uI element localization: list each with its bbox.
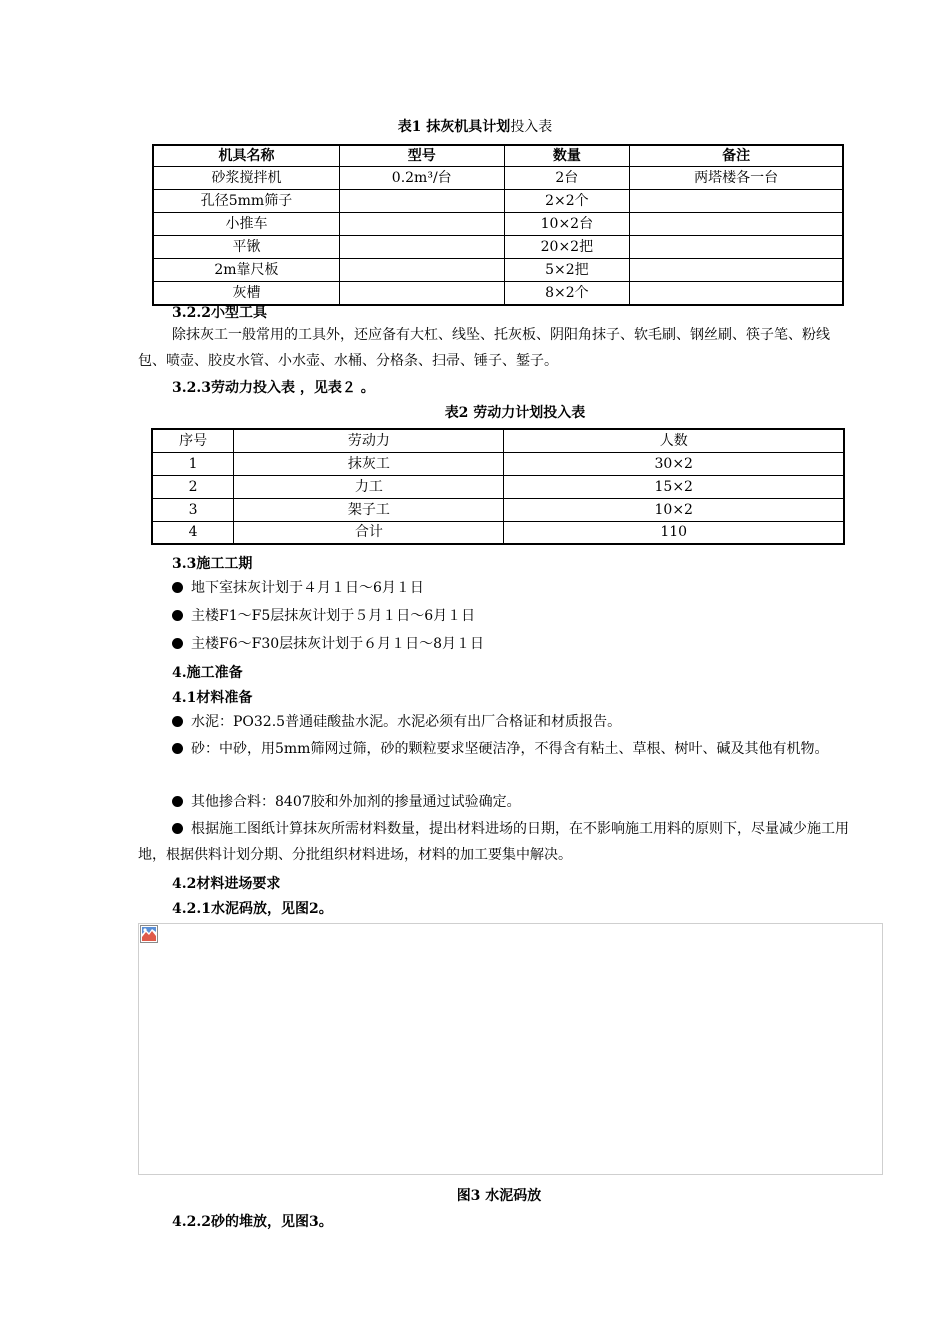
figure-image-placeholder	[138, 923, 883, 1175]
material-item	[138, 736, 850, 762]
table-header-cell: 型号	[339, 145, 504, 167]
table-cell: 2台	[504, 167, 630, 190]
table-row	[153, 167, 843, 190]
section-heading-33: 3.3施工工期	[172, 556, 253, 572]
section-heading-323: 3.2.3劳动力投入表 ，见表２ 。	[172, 380, 375, 396]
bullet-icon	[172, 638, 183, 649]
table-cell: 灰槽	[153, 282, 339, 305]
table-cell: 10×2台	[504, 213, 630, 236]
table-row	[153, 213, 843, 236]
table-header-cell: 人数	[504, 429, 844, 452]
table1-caption	[0, 116, 950, 136]
table-row	[152, 475, 844, 498]
table-header-cell: 数量	[504, 145, 630, 167]
schedule-item	[172, 603, 475, 629]
table-cell: 架子工	[234, 498, 504, 521]
table-row	[153, 190, 843, 213]
section-heading-322: 3.2.2小型工具	[172, 305, 267, 321]
table-cell: 3	[152, 498, 234, 521]
table-header-cell: 劳动力	[234, 429, 504, 452]
table-cell: 15×2	[504, 475, 844, 498]
labor-table	[151, 428, 845, 545]
table-cell: 平锹	[153, 236, 339, 259]
material-item-text: 根据施工图纸计算抹灰所需材料数量，提出材料进场的日期，在不影响施工用料的原则下，尽量减少施工用地，根据供料计划分期、分批组织材料进场，材料的加工要集中解决。	[138, 821, 849, 863]
table-header-cell: 序号	[152, 429, 234, 452]
table-cell: 2m靠尺板	[153, 259, 339, 282]
table-row	[152, 452, 844, 475]
table-cell	[339, 213, 504, 236]
table2-caption: 表2 劳动力计划投入表	[444, 405, 586, 421]
material-item	[138, 816, 850, 868]
table-row	[152, 498, 844, 521]
schedule-item-text: 主楼F1～F5层抹灰计划于５月１日～6月１日	[191, 608, 476, 624]
table-cell	[630, 190, 843, 213]
table-header-cell: 机具名称	[153, 145, 339, 167]
equipment-table	[152, 144, 844, 306]
bullet-icon	[172, 582, 183, 593]
table-cell: 1	[152, 452, 234, 475]
table-cell	[339, 236, 504, 259]
table-cell: 30×2	[504, 452, 844, 475]
bullet-icon	[172, 716, 183, 727]
table-cell: 20×2把	[504, 236, 630, 259]
table-cell	[630, 236, 843, 259]
table-cell: 2×2个	[504, 190, 630, 213]
section-heading-41: 4.1材料准备	[172, 690, 253, 706]
table-cell	[630, 282, 843, 305]
bullet-icon	[172, 796, 183, 807]
table-cell: 砂浆搅拌机	[153, 167, 339, 190]
table-cell: 10×2	[504, 498, 844, 521]
table-header-row	[152, 429, 844, 452]
bullet-icon	[172, 743, 183, 754]
section-heading-4: 4.施工准备	[172, 665, 243, 681]
table-cell: 孔径5mm筛子	[153, 190, 339, 213]
material-item-text: 砂：中砂，用5mm筛网过筛，砂的颗粒要求坚硬洁净，不得含有粘土、草根、树叶、碱及其他有机物。	[191, 741, 829, 757]
table-header-row	[153, 145, 843, 167]
schedule-item	[172, 575, 424, 601]
table1-caption-bold: 表1 抹灰机具计划	[397, 119, 511, 135]
table-cell: 两塔楼各一台	[630, 167, 843, 190]
table-cell	[630, 213, 843, 236]
figure3-caption: 图3 水泥码放	[456, 1188, 542, 1204]
tools-paragraph: 除抹灰工一般常用的工具外，还应备有大杠、线坠、托灰板、阴阳角抹子、软毛刷、钢丝刷、筷子笔、粉线包、喷壶、胶皮水管、小水壶、水桶、分格条、扫帚、锤子、錾子。	[138, 327, 830, 369]
table-cell	[339, 259, 504, 282]
table-cell: 4	[152, 521, 234, 544]
broken-image-icon	[140, 925, 158, 943]
table-header-cell: 备注	[630, 145, 843, 167]
table1-caption-normal: 投入表	[510, 119, 553, 135]
table-row	[153, 236, 843, 259]
table-cell: 力工	[234, 475, 504, 498]
table-row	[153, 259, 843, 282]
table-cell: 8×2个	[504, 282, 630, 305]
table-cell: 小推车	[153, 213, 339, 236]
table-cell	[630, 259, 843, 282]
table-cell: 2	[152, 475, 234, 498]
table-cell: 110	[504, 521, 844, 544]
material-item-text: 其他掺合料：8407胶和外加剂的掺量通过试验确定。	[191, 794, 521, 810]
section-heading-421: 4.2.1水泥码放，见图2。	[172, 901, 333, 917]
schedule-item-text: 地下室抹灰计划于４月１日～6月１日	[191, 580, 424, 596]
table-cell: 合计	[234, 521, 504, 544]
table-cell	[339, 282, 504, 305]
table-cell: 5×2把	[504, 259, 630, 282]
section-heading-42: 4.2材料进场要求	[172, 876, 281, 892]
schedule-item-text: 主楼F6～F30层抹灰计划于６月１日～8月１日	[191, 636, 485, 652]
material-item	[172, 709, 621, 735]
table-cell: 抹灰工	[234, 452, 504, 475]
table-cell: 0.2m³/台	[339, 167, 504, 190]
table-cell	[339, 190, 504, 213]
section-heading-422: 4.2.2砂的堆放，见图3。	[172, 1214, 333, 1230]
table-row	[152, 521, 844, 544]
bullet-icon	[172, 610, 183, 621]
material-item	[172, 789, 521, 815]
schedule-item	[172, 631, 484, 657]
material-item-text: 水泥：PO32.5普通硅酸盐水泥。水泥必须有出厂合格证和材质报告。	[191, 714, 622, 730]
bullet-icon	[172, 823, 183, 834]
